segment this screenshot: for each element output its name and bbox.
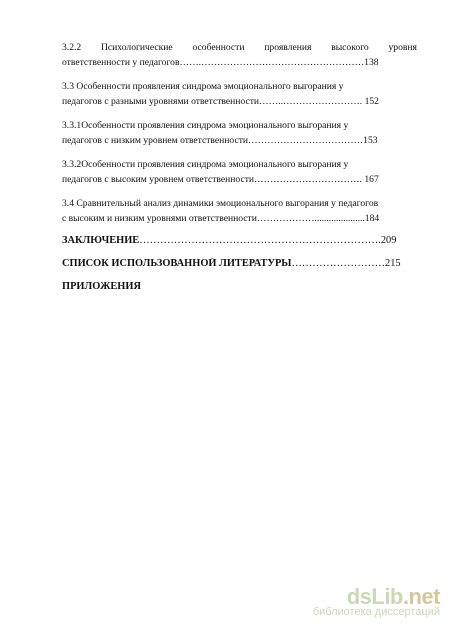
toc-entry-3-3-1[interactable]	[62, 118, 417, 148]
toc-major-dots: …………………………………………………………….209	[139, 235, 397, 246]
watermark-brand-name: dsLib	[346, 584, 403, 609]
toc-entry-references[interactable]	[62, 258, 417, 269]
dslib-watermark-logo	[275, 584, 440, 618]
toc-entry-conclusion[interactable]	[62, 235, 417, 246]
toc-word: уровня	[388, 42, 417, 53]
toc-entry-line-2: педагогов с высоким уровнем ответственности……………………………. 167	[62, 174, 379, 185]
watermark-tagline: библиотека диссертаций	[312, 606, 440, 618]
toc-major-dots: ………………………215	[291, 258, 401, 269]
toc-entry-line-1: 3.3 Особенности проявления синдрома эмоционального выгорания у	[62, 81, 344, 92]
toc-word: Психологические	[100, 42, 173, 53]
toc-entry-3-3[interactable]	[62, 79, 417, 109]
watermark-brand-tld: .net	[402, 584, 440, 609]
toc-word: особенности	[192, 42, 245, 53]
toc-entry-3-2-2[interactable]	[62, 40, 417, 70]
toc-entry-line-2: педагогов с разными уровнями ответственности……..……………………. 152	[62, 96, 379, 107]
toc-entry-line-1	[62, 40, 417, 55]
toc-entry-line-2: ответственности у педагогов…….……………………………………………138	[62, 57, 379, 68]
toc-major-title: СПИСОК ИСПОЛЬЗОВАННОЙ ЛИТЕРАТУРЫ	[62, 258, 292, 269]
toc-word: высокого	[331, 42, 369, 53]
toc-word: 3.2.2	[62, 42, 82, 53]
toc-entry-line-1: 3.3.1Особенности проявления синдрома эмоционального выгорания у	[62, 120, 349, 131]
toc-entry-line-2: педагогов с низким уровнем ответственности………………………………153	[62, 135, 378, 146]
toc-entry-appendices[interactable]	[62, 281, 417, 292]
toc-entry-3-4[interactable]	[62, 196, 417, 226]
toc-entry-line-1: 3.3.2Особенности проявления синдрома эмоционального выгорания у	[62, 159, 349, 170]
toc-entry-line-2: с высоким и низким уровнями ответственности……………….....................184	[62, 213, 380, 224]
table-of-contents	[62, 40, 417, 304]
toc-major-title: ПРИЛОЖЕНИЯ	[62, 281, 141, 292]
toc-entry-line-1: 3.4 Сравнительный анализ динамики эмоционального выгорания у педагогов	[62, 198, 379, 209]
toc-word: проявления	[264, 42, 312, 53]
toc-major-title: ЗАКЛЮЧЕНИЕ	[62, 235, 140, 246]
toc-entry-3-3-2[interactable]	[62, 157, 417, 187]
